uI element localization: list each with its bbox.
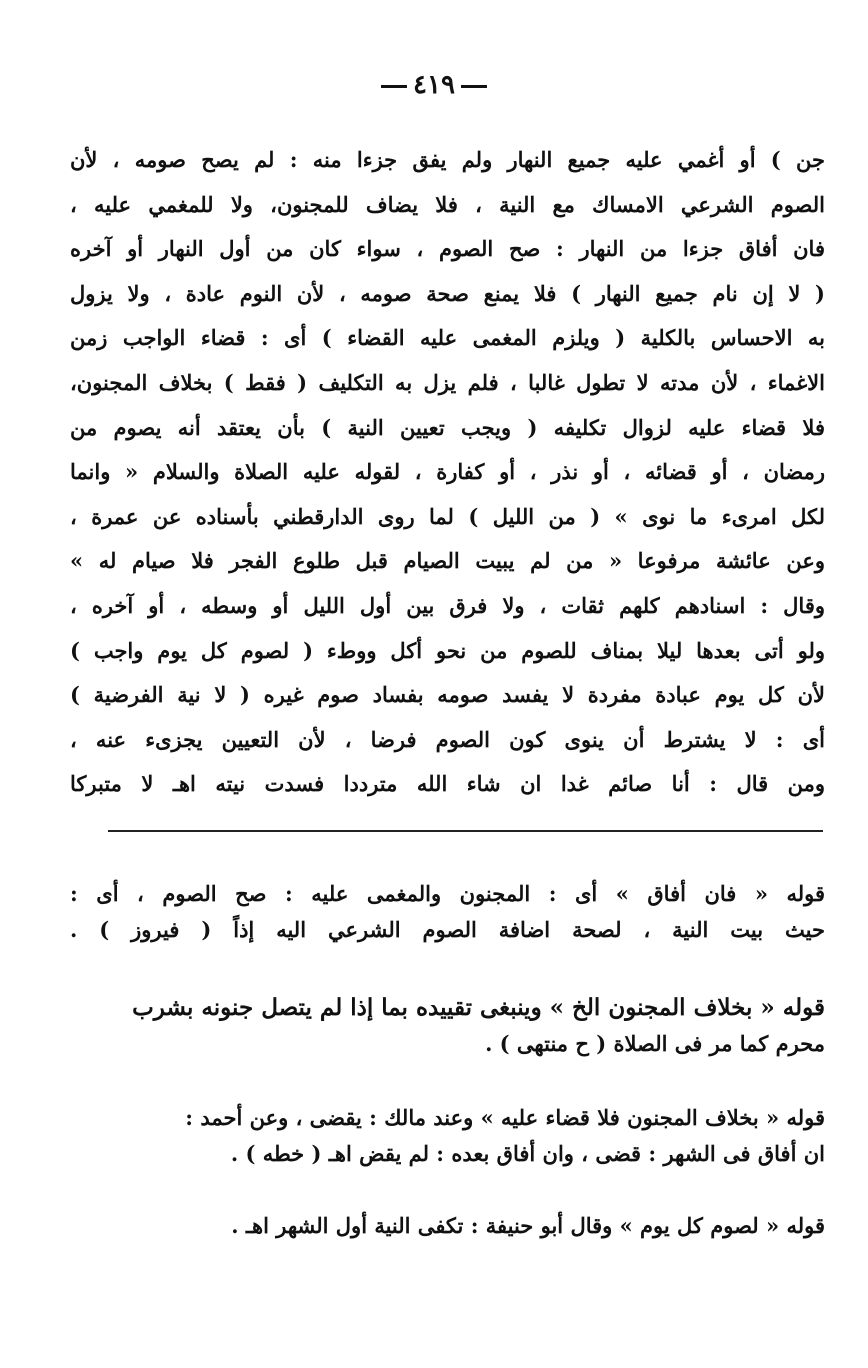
footnote-line: قوله « لصوم كل يوم » وقال أبو حنيفة : تكفى النية أول الشهر اهـ .: [231, 1213, 825, 1238]
footnote-line: محرم كما مر فى الصلاة ( ح منتهى ) .: [485, 1031, 825, 1056]
main-line: أى : لا يشترط أن ينوى كون الصوم فرضا ، لأن التعيين يجزىء عنه ،: [70, 726, 825, 752]
main-line: فلا قضاء عليه لزوال تكليفه ( ويجب تعيين النية ) بأن يعتقد أنه يصوم من: [70, 414, 825, 440]
main-line: وعن عائشة مرفوعا « من لم يبيت الصيام قبل طلوع الفجر فلا صيام له »: [70, 548, 825, 574]
footnote-2: [70, 990, 825, 1062]
footnote-line: ان أفاق فى الشهر : قضى ، وان أفاق بعده : لم يقض اهـ ( خطه ) .: [230, 1141, 825, 1166]
page-number-text: ٤١٩: [413, 70, 455, 100]
main-line: به الاحساس بالكلية ( ويلزم المغمى عليه القضاء ) أى : قضاء الواجب زمن: [70, 325, 825, 351]
main-line: لأن كل يوم عبادة مفردة لا يفسد صومه بفساد صوم غيره ( لا نية الفرضية ): [70, 682, 825, 708]
footnote-1: [70, 876, 825, 948]
main-line: ( لا إن نام جميع النهار ) فلا يمنع صحة صومه ، لأن النوم عادة ، ولا يزول: [70, 280, 825, 306]
footnote-4: [70, 1208, 825, 1244]
dash-left: [461, 85, 487, 88]
footnote-line: قوله « فان أفاق » أى : المجنون والمغمى عليه : صح الصوم ، أى :: [70, 881, 825, 906]
main-line: وقال : اسنادهم كلهم ثقات ، ولا فرق بين أول الليل أو وسطه ، أو آخره ،: [70, 592, 825, 618]
main-line: ومن قال : أنا صائم غدا ان شاء الله مترددا فسدت نيته اهـ لا متبركا: [70, 771, 825, 797]
main-line: جن ) أو أغمي عليه جميع النهار ولم يفق جزءا منه : لم يصح صومه ، لأن: [70, 147, 825, 172]
main-text: [70, 138, 825, 807]
footnote-divider: [108, 830, 823, 832]
footnote-line: قوله « بخلاف المجنون الخ » وينبغى تقييده بما إذا لم يتصل جنونه بشرب: [132, 994, 825, 1021]
main-line: لكل امرىء ما نوى » ( من الليل ) لما روى الدارقطني بأسناده عن عمرة ،: [70, 503, 825, 529]
main-line: الاغماء ، لأن مدته لا تطول غالبا ، فلم يزل به التكليف ( فقط ) بخلاف المجنون،: [70, 369, 825, 395]
main-line: رمضان ، أو قضائه ، أو نذر ، أو كفارة ، لقوله عليه الصلاة والسلام « وانما: [70, 459, 825, 485]
main-line: فان أفاق جزءا من النهار : صح الصوم ، سواء كان من أول النهار أو آخره: [70, 236, 825, 262]
page-number: [0, 70, 868, 100]
main-line: الصوم الشرعي الامساك مع النية ، فلا يضاف للمجنون، ولا للمغمي عليه ،: [70, 191, 825, 217]
dash-right: [381, 85, 407, 88]
main-line: ولو أتى بعدها ليلا بمناف للصوم من نحو أكل ووطء ( لصوم كل يوم واجب ): [70, 637, 825, 663]
footnote-line: حيث بيت النية ، لصحة اضافة الصوم الشرعي اليه إذاً ( فيروز ) .: [70, 917, 825, 942]
footnote-line: قوله « بخلاف المجنون فلا قضاء عليه » وعند مالك : يقضى ، وعن أحمد :: [185, 1105, 825, 1130]
footnote-3: [70, 1100, 825, 1172]
